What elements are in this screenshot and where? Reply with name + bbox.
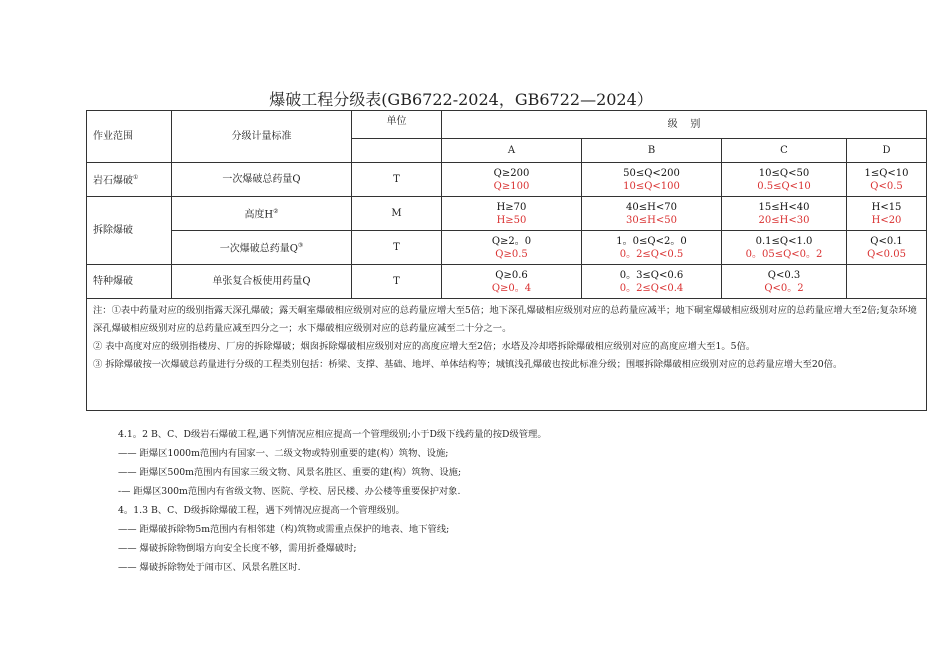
- standard-special: 单张复合板使用药量Q: [172, 265, 352, 299]
- level-a: A: [442, 139, 582, 163]
- header-unit: 单位: [352, 111, 442, 139]
- cell-charge-a: Q≥2。0 Q≥0.5: [442, 231, 582, 265]
- body-line: —— 距爆区500m范围内有国家三级文物、风景名胜区、重要的建(构）筑物、设施;: [118, 467, 462, 478]
- cell-height-a: H≥70 H≥50: [442, 197, 582, 231]
- cell-special-c: Q<0.3 Q<0。2: [722, 265, 847, 299]
- body-line: 4。1.3 B、C、D级拆除爆破工程，遇下列情况应提高一个管理级别。: [118, 505, 405, 516]
- standard-height: 高度H②: [172, 197, 352, 231]
- body-line: —— 爆破拆除物处于闹市区、风景名胜区时.: [118, 562, 301, 573]
- body-line: 4.1。2 B、C、D级岩石爆破工程,遇下列情况应相应提高一个管理级别;小于D级下线药量的按D级管理。: [118, 429, 547, 440]
- cell-special-b: 0。3≤Q<0.6 0。2≤Q<0.4: [582, 265, 722, 299]
- note-3: ③ 拆除爆破按一次爆破总药量进行分级的工程类别包括：桥梁、支撑、基础、地坪、单体结构等；城镇浅孔爆破也按此标准分级；围堰拆除爆破相应级别对应的总药量应增大至20倍。: [93, 359, 843, 370]
- note-1: 注：①表中药量对应的级别指露天深孔爆破；露天硐室爆破相应级别对应的总药量应增大至5倍；地下深孔爆破相应级别对应的总药量应减半；地下硐室爆破相应级别对应的总药量应增大至2倍;复杂环境深孔爆破相应级别对应的总药量应减至四分之一；水下爆破相应级别对应的总药量应减至二十分之一。: [93, 305, 917, 334]
- body-line: -— 距爆区300m范围内有省级文物、医院、学校、居民楼、办公楼等重要保护对象.: [118, 486, 461, 497]
- scope-special: 特种爆破: [87, 265, 172, 299]
- cell-height-b: 40≤H<70 30≤H<50: [582, 197, 722, 231]
- cell-charge-c: 0.1≤Q<1.0 0。05≤Q<0。2: [722, 231, 847, 265]
- table-title: 爆破工程分级表(GB6722-2024，GB6722—2024）: [269, 90, 653, 109]
- cell-special-a: Q≥0.6 Q≥0。4: [442, 265, 582, 299]
- scope-rock: 岩石爆破①: [87, 163, 172, 197]
- level-b: B: [582, 139, 722, 163]
- level-c: C: [722, 139, 847, 163]
- body-line: —— 距爆区1000m范围内有国家一、二级文物或特别重要的建(构）筑物、设施;: [118, 448, 449, 459]
- unit-height: M: [352, 197, 442, 231]
- header-scope: 作业范围: [87, 111, 172, 163]
- header-level: 级 别: [442, 111, 927, 139]
- cell-rock-a: Q≥200 Q≥100: [442, 163, 582, 197]
- cell-rock-b: 50≤Q<200 10≤Q<100: [582, 163, 722, 197]
- classification-table: [86, 110, 927, 411]
- cell-rock-c: 10≤Q<50 0.5≤Q<10: [722, 163, 847, 197]
- cell-height-d: H<15 H<20: [847, 197, 927, 231]
- cell-rock-d: 1≤Q<10 Q<0.5: [847, 163, 927, 197]
- note-2: ② 表中高度对应的级别指楼房、厂房的拆除爆破；烟囱拆除爆破相应级别对应的高度应增大至2倍；水塔及冷却塔拆除爆破相应级别对应的高度应增大至1。5倍。: [93, 341, 756, 352]
- cell-charge-d: Q<0.1 Q<0.05: [847, 231, 927, 265]
- unit-rock: T: [352, 163, 442, 197]
- cell-special-d: [847, 265, 927, 299]
- level-d: D: [847, 139, 927, 163]
- cell-charge-b: 1。0≤Q<2。0 0。2≤Q<0.5: [582, 231, 722, 265]
- unit-special: T: [352, 265, 442, 299]
- standard-rock: 一次爆破总药量Q: [172, 163, 352, 197]
- scope-demolition: 拆除爆破: [87, 197, 172, 265]
- body-line: —— 爆破拆除物倒塌方向安全长度不够，需用折叠爆破时;: [118, 543, 357, 554]
- table-notes: [87, 299, 927, 411]
- header-unit-empty: [352, 139, 442, 163]
- header-standard: 分级计量标准: [172, 111, 352, 163]
- cell-height-c: 15≤H<40 20≤H<30: [722, 197, 847, 231]
- body-line: —— 距爆破拆除物5m范围内有相邻建（构)筑物或需重点保护的地表、地下管线;: [118, 524, 450, 535]
- unit-demolition-charge: T: [352, 231, 442, 265]
- body-text: [118, 425, 858, 577]
- standard-demolition-charge: 一次爆破总药量Q③: [172, 231, 352, 265]
